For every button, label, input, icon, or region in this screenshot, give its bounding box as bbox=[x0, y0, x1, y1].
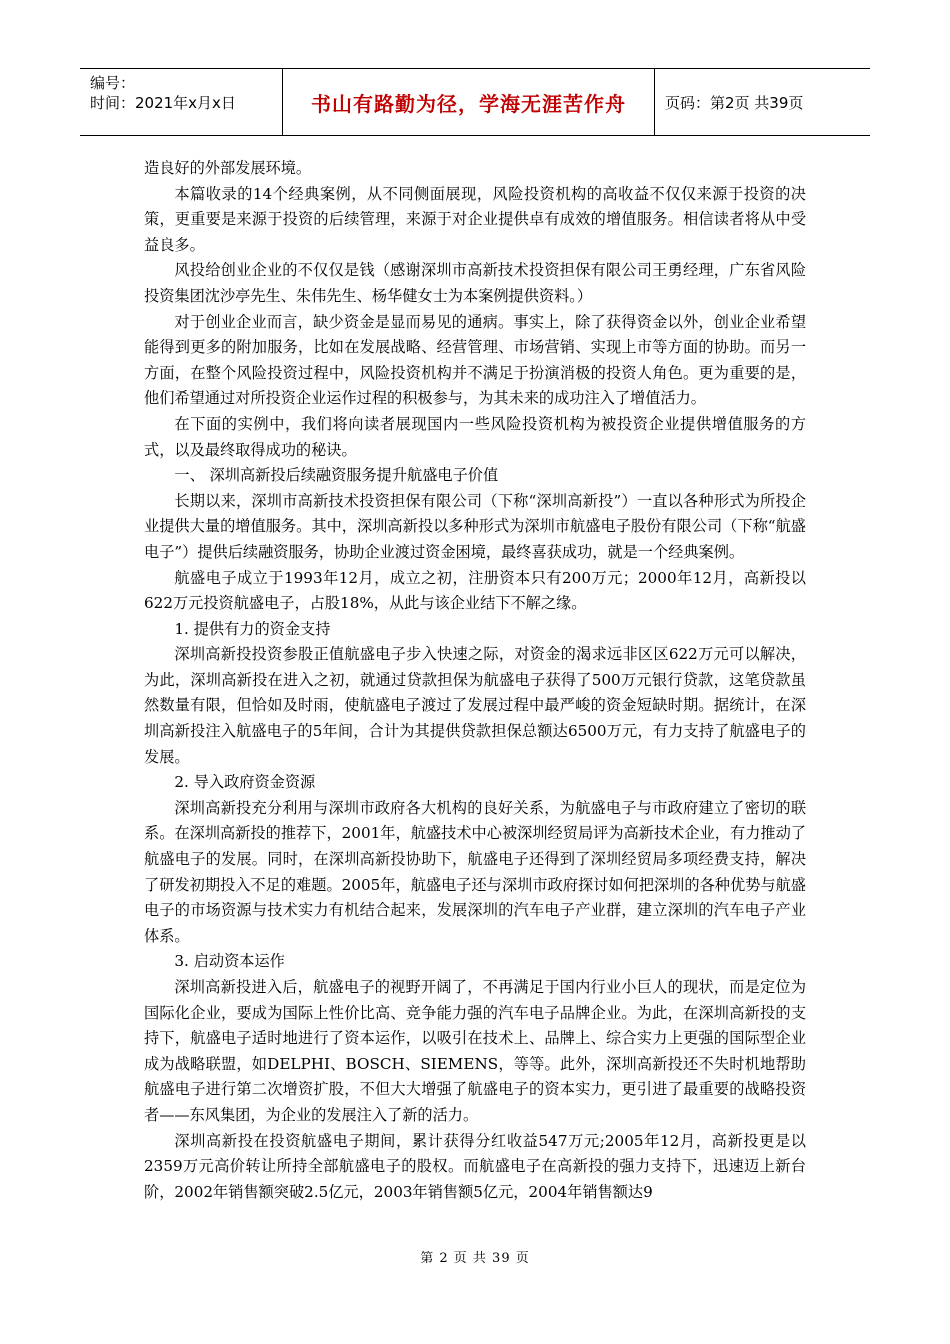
paragraph: 在下面的实例中，我们将向读者展现国内一些风险投资机构为被投资企业提供增值服务的方式，以及最终取得成功的秘诀。 bbox=[144, 414, 806, 459]
header-page-info: 页码：第2页 共39页 bbox=[665, 93, 804, 112]
paragraph: 对于创业企业而言，缺少资金是显而易见的通病。事实上，除了获得资金以外，创业企业希望能得到更多的附加服务，比如在发展战略、经营管理、市场营销、实现上市等方面的协助。而另一方面，在整个风险投资过程中，风险投资机构并不满足于扮演消极的投资人角色。更为重要的是，他们希望通过对所投资企业运作过程的积极参与，为其未来的成功注入了增值活力。 bbox=[144, 312, 806, 408]
document-body bbox=[144, 156, 806, 1205]
header-meta bbox=[80, 69, 283, 135]
section-heading: 一、 深圳高新投后续融资服务提升航盛电子价值 bbox=[174, 466, 499, 485]
subsection-heading: 3. 启动资本运作 bbox=[174, 952, 285, 971]
page-header bbox=[80, 68, 870, 136]
time-label: 时间：2021年x月x日 bbox=[90, 94, 236, 112]
page-footer: 第 2 页 共 39 页 bbox=[420, 1251, 530, 1266]
paragraph: 深圳高新投在投资航盛电子期间，累计获得分红收益547万元;2005年12月，高新投更是以2359万元高价转让所持全部航盛电子的股权。而航盛电子在高新投的强力支持下，迅速迈上新台阶，2002年销售额突破2.5亿元，2003年销售额5亿元，2004年销售额达9 bbox=[144, 1131, 806, 1201]
paragraph: 深圳高新投充分利用与深圳市政府各大机构的良好关系，为航盛电子与市政府建立了密切的联系。在深圳高新投的推荐下，2001年，航盛技术中心被深圳经贸局评为高新技术企业，有力推动了航盛电子的发展。同时，在深圳高新投协助下，航盛电子还得到了深圳经贸局多项经费支持，解决了研发初期投入不足的难题。2005年，航盛电子还与深圳市政府探讨如何把深圳的各种优势与航盛电子的市场资源与技术实力有机结合起来，发展深圳的汽车电子产业群，建立深圳的汽车电子产业体系。 bbox=[144, 798, 806, 945]
paragraph: 深圳高新投进入后，航盛电子的视野开阔了，不再满足于国内行业小巨人的现状，而是定位为国际化企业，要成为国际上性价比高、竞争能力强的汽车电子品牌企业。为此，在深圳高新投的支持下，航盛电子适时地进行了资本运作，以吸引在技术上、品牌上、综合实力上更强的国际型企业成为战略联盟，如DELPHI、BOSCH、SIEMENS，等等。此外，深圳高新投还不失时机地帮助航盛电子进行第二次增资扩股，不但大大增强了航盛电子的资本实力，更引进了最重要的战略投资者——东风集团，为企业的发展注入了新的活力。 bbox=[144, 978, 806, 1124]
number-label: 编号： bbox=[90, 74, 136, 92]
paragraph: 风投给创业企业的不仅仅是钱（感谢深圳市高新技术投资担保有限公司王勇经理，广东省风险投资集团沈沙亭先生、朱伟先生、杨华健女士为本案例提供资料。） bbox=[144, 261, 806, 305]
paragraph: 本篇收录的14个经典案例，从不同侧面展现，风险投资机构的高收益不仅仅来源于投资的决策，更重要是来源于投资的后续管理，来源于对企业提供卓有成效的增值服务。相信读者将从中受益良多。 bbox=[144, 184, 806, 254]
subsection-heading: 2. 导入政府资金资源 bbox=[174, 773, 316, 792]
paragraph: 深圳高新投投资参股正值航盛电子步入快速之际，对资金的渴求远非区区622万元可以解决，为此，深圳高新投在进入之初，就通过贷款担保为航盛电子获得了500万元银行贷款，这笔贷款虽然数量有限，但恰如及时雨，使航盛电子渡过了发展过程中最严峻的资金短缺时期。据统计，在深圳高新投注入航盛电子的5年间，合计为其提供贷款担保总额达6500万元，有力支持了航盛电子的发展。 bbox=[144, 645, 806, 766]
header-motto: 书山有路勤为径，学海无涯苦作舟 bbox=[283, 69, 655, 135]
paragraph: 长期以来，深圳市高新技术投资担保有限公司（下称“深圳高新投”）一直以各种形式为所投企业提供大量的增值服务。其中，深圳高新投以多种形式为深圳市航盛电子股份有限公司（下称“航盛电子”）提供后续融资服务，协助企业渡过资金困境，最终喜获成功，就是一个经典案例。 bbox=[144, 491, 806, 561]
subsection-heading: 1. 提供有力的资金支持 bbox=[174, 619, 331, 638]
paragraph: 航盛电子成立于1993年12月，成立之初，注册资本只有200万元；2000年12月，高新投以622万元投资航盛电子，占股18%，从此与该企业结下不解之缘。 bbox=[144, 568, 806, 613]
paragraph: 造良好的外部发展环境。 bbox=[144, 159, 312, 177]
